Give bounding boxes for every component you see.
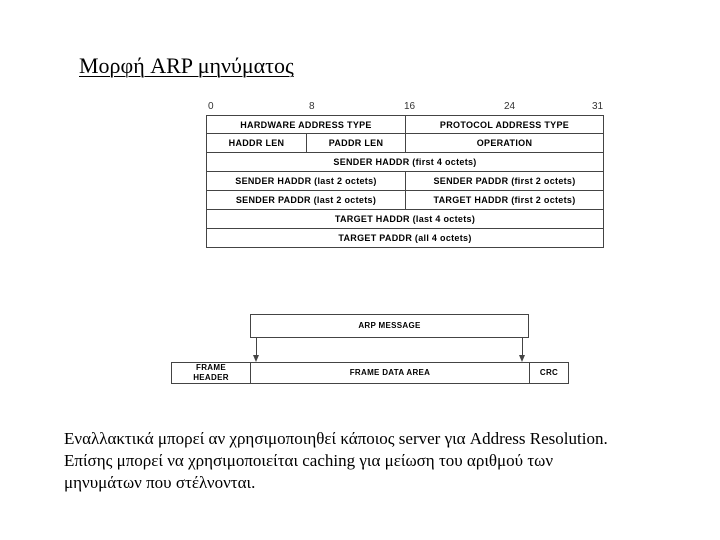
arp-format-table [206, 115, 604, 248]
paddr-len-field: PADDR LEN [306, 134, 405, 152]
sender-haddr-first-field: SENDER HADDR (first 4 octets) [333, 157, 477, 167]
arp-row-2 [206, 134, 604, 153]
bit-label-0: 0 [208, 101, 214, 112]
frame-data-area-box: FRAME DATA AREA [250, 362, 530, 384]
frame-header-line2: HEADER [193, 373, 229, 382]
page-title: Μορφή ARP μηνύματος [79, 53, 294, 78]
arp-row-7 [206, 229, 604, 248]
arp-message-box: ARP MESSAGE [250, 314, 529, 338]
haddr-len-field: HADDR LEN [228, 138, 285, 148]
arp-row-4 [206, 172, 604, 191]
frame-header-line1: FRAME [196, 363, 226, 372]
bit-label-16: 16 [404, 101, 416, 112]
paragraph-line-2: Επίσης μπορεί να χρησιμοποιείται caching για μείωση του αριθμού των [64, 451, 554, 470]
arp-row-6 [206, 210, 604, 229]
sender-haddr-last-field: SENDER HADDR (last 2 octets) [235, 176, 377, 186]
arp-row-3 [206, 153, 604, 172]
target-haddr-last-field: TARGET HADDR (last 4 octets) [334, 214, 476, 224]
arrow-left-line [256, 338, 257, 355]
target-paddr-field: TARGET PADDR (all 4 octets) [338, 233, 472, 243]
bit-label-31: 31 [592, 101, 604, 112]
target-haddr-first-field: TARGET HADDR (first 2 octets) [405, 191, 603, 209]
frame-header-box [171, 362, 251, 384]
crc-box: CRC [529, 362, 569, 384]
hardware-address-type-field: HARDWARE ADDRESS TYPE [240, 119, 372, 130]
arrow-right-head [519, 355, 525, 362]
arrow-right-line [522, 338, 523, 355]
explanation-paragraph [64, 428, 714, 494]
bit-label-8: 8 [309, 101, 315, 112]
bit-label-24: 24 [504, 101, 516, 112]
arp-row-1 [206, 115, 604, 134]
operation-field: OPERATION [405, 134, 603, 152]
paragraph-line-3: μηνυμάτων που στέλνονται. [64, 473, 256, 492]
paragraph-line-1: Εναλλακτικά μπορεί αν χρησιμοποιηθεί κάποιος server για Address Resolution. [64, 429, 608, 448]
arrow-left-head [253, 355, 259, 362]
arp-row-5 [206, 191, 604, 210]
sender-paddr-last-field: SENDER PADDR (last 2 octets) [235, 195, 377, 205]
protocol-address-type-field: PROTOCOL ADDRESS TYPE [405, 116, 603, 133]
sender-paddr-first-field: SENDER PADDR (first 2 octets) [405, 172, 603, 190]
